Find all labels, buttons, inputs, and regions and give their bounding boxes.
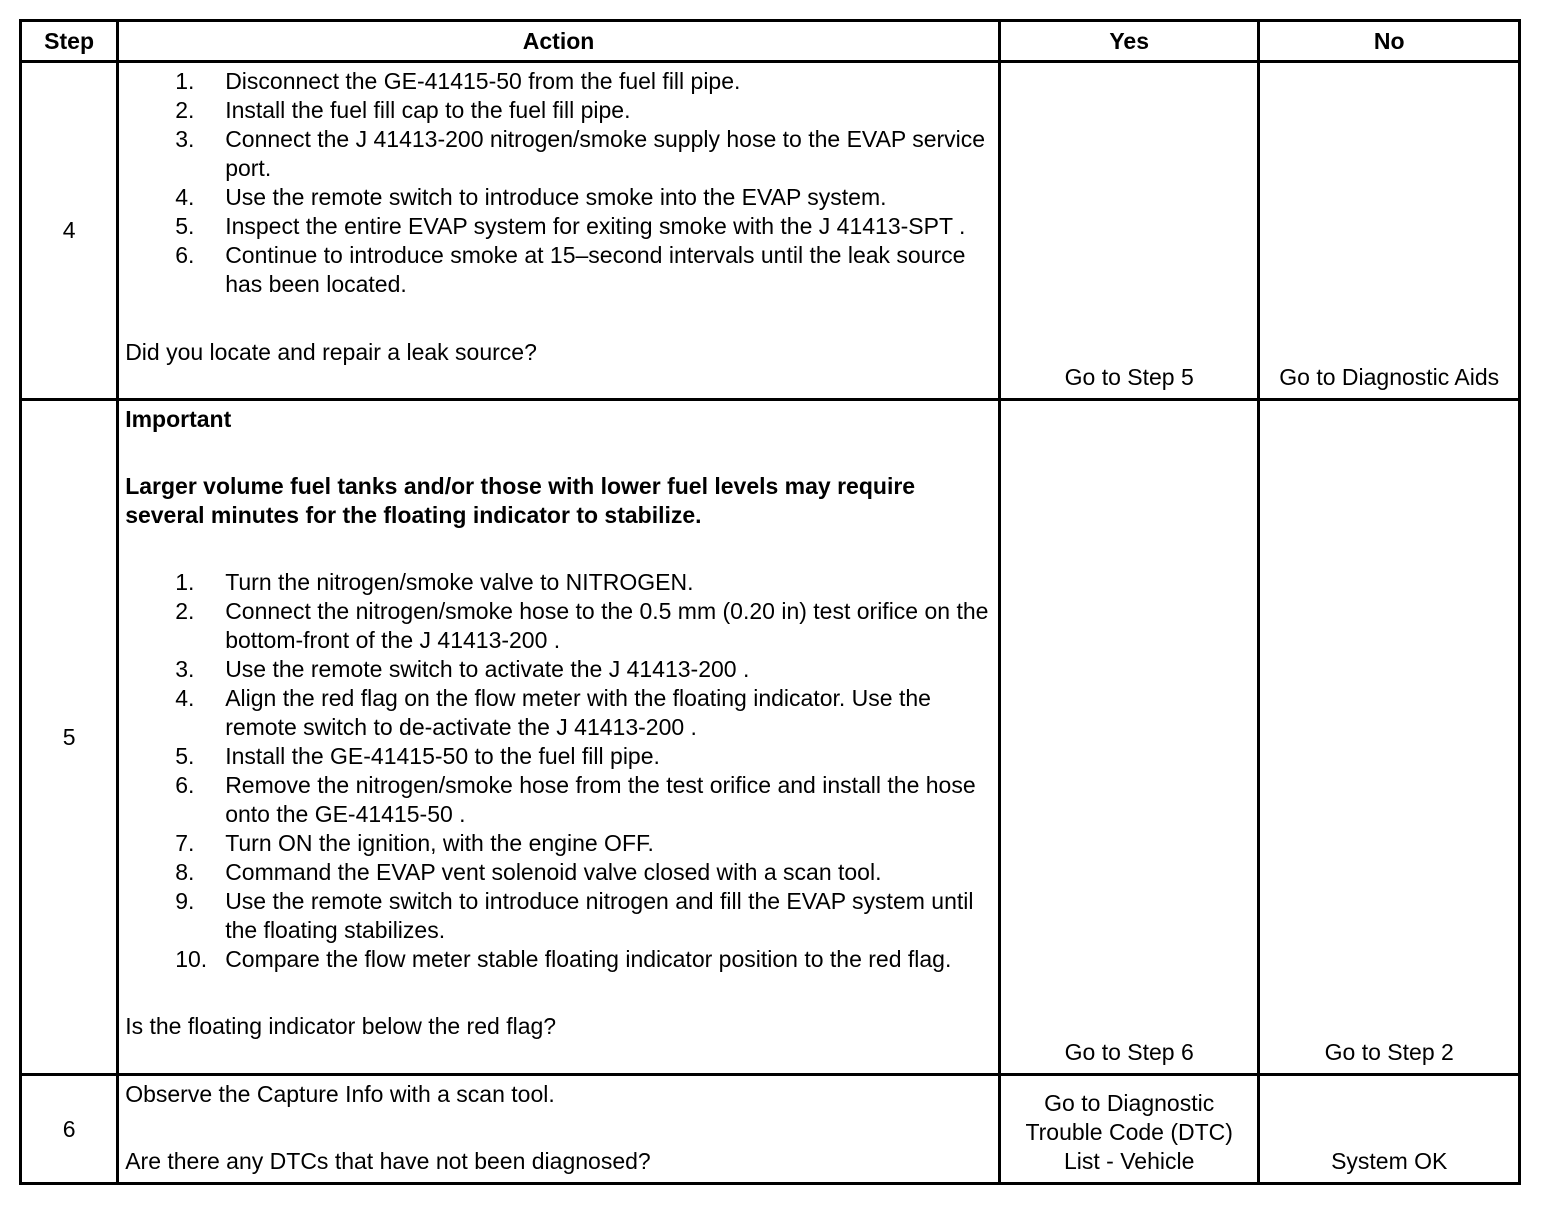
item-text: Install the fuel fill cap to the fuel fill pipe. [225,97,631,123]
list-item [125,887,992,945]
item-text: Inspect the entire EVAP system for exiting smoke with the J 41413-SPT . [225,213,966,239]
list-item [125,655,992,684]
step-number: 4 [21,62,118,400]
step-number: 5 [21,400,118,1075]
no-cell: Go to Diagnostic Aids [1259,62,1520,400]
action-cell [118,1075,1000,1184]
important-label: Important [125,406,232,432]
item-number: 5. [175,213,195,239]
item-number: 2. [175,97,195,123]
yes-line: Go to Diagnostic [1044,1090,1215,1116]
item-text: Command the EVAP vent solenoid valve closed with a scan tool. [225,859,882,885]
action-cell [118,400,1000,1075]
header-step: Step [21,21,118,62]
header-row [21,21,1520,62]
list-item [125,183,992,212]
list-item [125,568,992,597]
no-cell: Go to Step 2 [1259,400,1520,1075]
question-text: Are there any DTCs that have not been diagnosed? [125,1148,651,1174]
list-item [125,742,992,771]
item-text: Install the GE-41415-50 to the fuel fill pipe. [225,743,660,769]
important-note: Larger volume fuel tanks and/or those with lower fuel levels may require several minutes for the floating indicator to stabilize. [125,473,916,528]
item-text: Use the remote switch to introduce smoke into the EVAP system. [225,184,887,210]
item-number: 2. [175,598,195,624]
list-item [125,212,992,241]
item-number: 7. [175,830,195,856]
list-item [125,858,992,887]
header-no: No [1259,21,1520,62]
yes-line: Trouble Code (DTC) [1025,1119,1233,1145]
list-item [125,945,992,974]
question-text: Is the floating indicator below the red flag? [125,1013,557,1039]
list-item [125,125,992,183]
no-cell: System OK [1259,1075,1520,1184]
item-number: 5. [175,743,195,769]
list-item [125,684,992,742]
yes-cell: Go to Step 6 [999,400,1259,1075]
list-item [125,241,992,299]
question-text: Did you locate and repair a leak source? [125,339,537,365]
item-number: 3. [175,126,195,152]
item-number: 4. [175,685,195,711]
header-action: Action [118,21,1000,62]
item-number: 9. [175,888,195,914]
list-item [125,829,992,858]
list-item [125,597,992,655]
observe-text: Observe the Capture Info with a scan tool. [125,1081,555,1107]
yes-cell [999,1075,1259,1184]
item-text: Turn ON the ignition, with the engine OFF. [225,830,654,856]
item-number: 4. [175,184,195,210]
item-text: Use the remote switch to activate the J 41413-200 . [225,656,750,682]
yes-cell: Go to Step 5 [999,62,1259,400]
item-text: Turn the nitrogen/smoke valve to NITROGEN. [225,569,694,595]
item-text: Remove the nitrogen/smoke hose from the test orifice and install the hose onto the GE-41415-50 . [225,772,976,827]
item-text: Align the red flag on the flow meter with the floating indicator. Use the remote switch to de-activate the J 41413-200 . [225,685,931,740]
item-number: 6. [175,772,195,798]
item-text: Compare the flow meter stable floating indicator position to the red flag. [225,946,952,972]
header-yes: Yes [999,21,1259,62]
table-row-step-4 [21,62,1520,400]
item-number: 3. [175,656,195,682]
list-item [125,96,992,125]
list-item [125,771,992,829]
item-number: 1. [175,569,195,595]
item-number: 8. [175,859,195,885]
action-cell [118,62,1000,400]
item-text: Disconnect the GE-41415-50 from the fuel fill pipe. [225,68,741,94]
item-text: Use the remote switch to introduce nitrogen and fill the EVAP system until the floating stabilizes. [225,888,974,943]
item-text: Connect the nitrogen/smoke hose to the 0.5 mm (0.20 in) test orifice on the bottom-front of the J 41413-200 . [225,598,989,653]
table-row-step-5 [21,400,1520,1075]
item-text: Connect the J 41413-200 nitrogen/smoke supply hose to the EVAP service port. [225,126,986,181]
item-text: Continue to introduce smoke at 15–second intervals until the leak source has been located. [225,242,966,297]
step-number: 6 [21,1075,118,1184]
instruction-list [125,568,992,974]
item-number: 6. [175,242,195,268]
list-item [125,67,992,96]
yes-line: List - Vehicle [1063,1148,1195,1174]
instruction-list [125,67,992,299]
diagnostic-table [19,19,1521,1185]
item-number: 1. [175,68,195,94]
table-row-step-6 [21,1075,1520,1184]
item-number: 10. [175,946,208,972]
